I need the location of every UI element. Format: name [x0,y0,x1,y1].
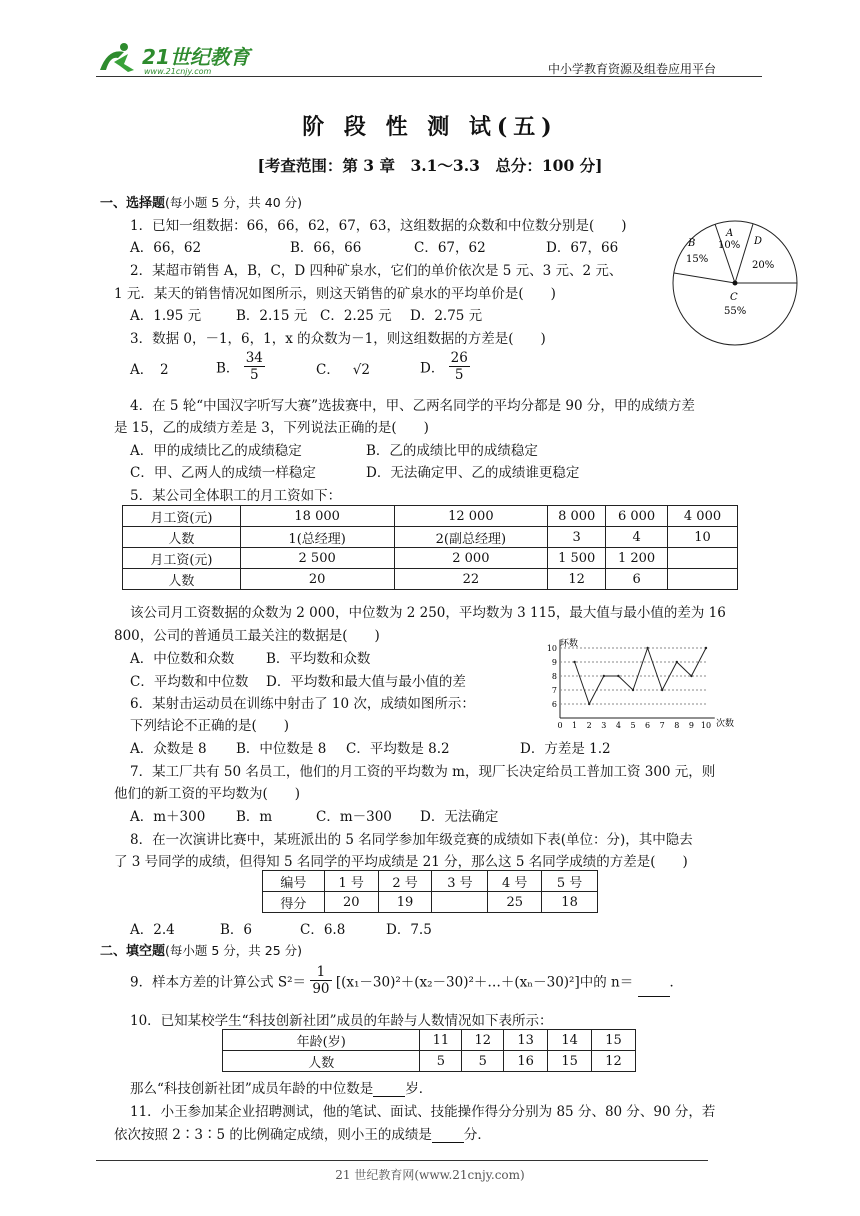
q5-after-line1: 该公司月工资数据的众数为 2 000，中位数为 2 250，平均数为 3 115，最大值与最小值的差为 16 [130,605,726,621]
q2-option-c: C．2.25 元 [320,308,392,324]
footer-divider [96,1160,708,1161]
q3-option-c: C． √2 [316,362,370,378]
x-tick-label: 2 [586,721,592,730]
table-cell: 15 [592,1030,636,1051]
table-cell: 19 [378,892,432,913]
q1-option-a: A．66，62 [130,240,202,256]
table-row [223,1051,636,1072]
table-cell: 13 [504,1030,548,1051]
q1-option-c: C．67，62 [414,240,486,256]
q5-after-line2: 800，公司的普通员工最关注的数据是( ) [114,628,380,644]
q4-option-a: A．甲的成绩比乙的成绩稳定 [130,443,302,459]
table-cell: 16 [504,1051,548,1072]
table-cell: 8 000 [548,506,606,527]
x-tick-label: 5 [630,721,636,730]
q10-stem: 10．已知某校学生“科技创新社团”成员的年龄与人数情况如下表所示： [130,1013,553,1029]
q8-stem-line1: 8．在一次演讲比赛中，某班派出的 5 名同学参加年级竞赛的成绩如下表(单位：分)，其中隐去 [130,832,693,848]
y-tick-label: 6 [551,700,557,709]
data-point [632,689,634,691]
table-cell: 20 [324,892,378,913]
pie-value-c: 55% [724,306,747,317]
table-cell: 1 500 [548,548,606,569]
table-cell: 14 [548,1030,592,1051]
q5-option-b: B．平均数和众数 [266,651,371,667]
table-cell: 12 [548,569,606,590]
scores-table [262,870,598,913]
x-tick-label: 1 [572,721,578,730]
table-cell: 6 000 [606,506,668,527]
table-cell: 得分 [263,892,325,913]
table-cell: 5 号 [542,871,598,892]
q6-stem-line2: 下列结论不正确的是( ) [130,718,290,734]
q5-option-a: A．中位数和众数 [130,651,235,667]
logo [94,40,264,78]
q5-stem: 5．某公司全体职工的月工资如下： [130,488,342,504]
pie-divider-ad [735,224,753,283]
pie-value-b: 15% [686,254,709,265]
pie-label-d: D [754,236,763,247]
table-cell: 3 号 [432,871,488,892]
q1-option-b: B．66，66 [290,240,362,256]
data-point [603,675,605,677]
q3-option-d: D． $\frac{26}{5}$ [420,350,468,383]
q4-stem-line2: 是 15，乙的成绩方差是 3，下列说法正确的是( ) [114,420,429,436]
table-cell: 5 [420,1051,462,1072]
table-cell: 2 号 [378,871,432,892]
data-point [588,703,590,705]
q1-option-d: D．67，66 [546,240,619,256]
table-cell: 6 [606,569,668,590]
page-title: 阶 段 性 测 试(五) [302,114,558,140]
section2-heading: 二、填空题(每小题 5 分，共 25 分) [100,943,303,959]
table-cell: 12 [462,1030,504,1051]
table-cell: 编号 [263,871,325,892]
q10-question: 那么“科技创新社团”成员年龄的中位数是 岁． [130,1081,433,1097]
q4-option-c: C．甲、乙两人的成绩一样稳定 [130,465,316,481]
pie-label-c: C [730,292,738,303]
q8-option-b: B．6 [220,922,253,938]
q2-option-d: D．2.75 元 [410,308,483,324]
table-cell: 月工资(元) [123,506,241,527]
q8-option-c: C．6.8 [300,922,346,938]
q11-answer-blank[interactable] [432,1128,464,1143]
q6-stem-line1: 6．某射击运动员在训练中射击了 10 次，成绩如图所示： [130,696,475,712]
q5-option-d: D．平均数和最大值与最小值的差 [266,674,466,690]
pie-divider-bc [674,273,735,283]
x-tick-label: 8 [674,721,680,730]
table-cell: 2 500 [240,548,394,569]
footer-text: 21 世纪教育网(www.21cnjy.com) [335,1168,525,1182]
q8-option-a: A．2.4 [130,922,175,938]
pie-chart [670,220,800,350]
q6-option-d: D．方差是 1.2 [520,741,611,757]
x-tick-label: 7 [659,721,665,730]
chart-ylabel: 环数 [560,639,579,649]
table-cell: 5 [462,1051,504,1072]
table-cell: 1(总经理) [240,527,394,548]
table-row [123,527,738,548]
y-tick-label: 9 [551,658,557,667]
q7-option-c: C．m－300 [316,809,392,825]
q3-b-numerator: 34 [245,350,263,366]
y-tick-label: 8 [551,672,557,681]
data-point [617,675,619,677]
q3-d-denominator: 5 [454,367,464,383]
q3-option-b: B． $\frac{34}{5}$ [216,350,263,383]
q9-formula: 9．样本方差的计算公式 S²＝ $\frac{1}{90}$ [(x₁－30)²＋(x₂－30)²＋…＋(xₙ－30)²]中的 n＝ ． [130,964,684,997]
q8-stem-line2: 了 3 号同学的成绩，但得知 5 名同学的平均成绩是 21 分，那么这 5 名同学成绩的方差是( ) [114,854,688,870]
table-cell: 4 号 [488,871,542,892]
x-tick-label: 4 [615,721,621,730]
q3-b-denominator: 5 [250,367,259,383]
data-point [573,661,575,663]
table-cell: 4 [606,527,668,548]
q3-option-a: A． 2 [130,362,169,378]
table-cell: 人数 [123,527,241,548]
header-divider [96,76,762,77]
table-cell [668,569,738,590]
table-cell: 15 [548,1051,592,1072]
table-row [123,548,738,569]
q7-option-d: D．无法确定 [420,809,499,825]
x-tick-label: 6 [645,721,651,730]
q1-stem: 1．已知一组数据：66，66，62，67，63，这组数据的众数和中位数分别是( ) [130,218,627,234]
table-cell: 11 [420,1030,462,1051]
q11-stem-line1: 11．小王参加某企业招聘测试，他的笔试、面试、技能操作得分分别为 85 分、80 分、90 分，若 [130,1104,716,1120]
table-cell: 4 000 [668,506,738,527]
table-cell: 人数 [123,569,241,590]
y-tick-label: 7 [551,686,557,695]
table-cell: 月工资(元) [123,548,241,569]
q2-stem-line2: 1 元．某天的销售情况如图所示，则这天销售的矿泉水的平均单价是( ) [114,286,556,302]
q3-stem: 3．数据 0，－1，6，1，x 的众数为－1，则这组数据的方差是( ) [130,331,546,347]
shooting-line-chart [530,636,740,732]
table-row [123,569,738,590]
data-point [676,661,678,663]
q3-d-numerator: 26 [450,350,468,366]
x-tick-label: 0 [557,721,563,730]
table-row [223,1030,636,1051]
x-tick-label: 9 [688,721,694,730]
age-table [222,1029,636,1072]
q6-option-b: B．中位数是 8 [236,741,327,757]
table-cell: 1 200 [606,548,668,569]
table-cell: 22 [394,569,548,590]
table-cell: 12 000 [394,506,548,527]
q6-option-a: A．众数是 8 [130,741,207,757]
table-cell: 2 000 [394,548,548,569]
data-point [661,689,663,691]
table-cell: 18 [542,892,598,913]
platform-name: 中小学教育资源及组卷应用平台 [548,62,717,76]
table-cell: 25 [488,892,542,913]
table-row [263,892,598,913]
q8-option-d: D．7.5 [386,922,432,938]
q11-stem-line2: 依次按照 2∶3∶5 的比例确定成绩，则小王的成绩是 分． [114,1127,491,1143]
table-cell: 20 [240,569,394,590]
table-cell: 12 [592,1051,636,1072]
pie-label-a: A [726,228,734,239]
data-point [646,647,648,649]
table-cell: 年龄(岁) [223,1030,420,1051]
y-tick-label: 10 [546,644,557,653]
q7-option-b: B．m [236,809,273,825]
table-cell: 人数 [223,1051,420,1072]
pie-label-b: B [688,238,696,249]
section1-heading: 一、选择题(每小题 5 分，共 40 分) [100,195,303,211]
table-cell: 2(副总经理) [394,527,548,548]
q2-stem-line1: 2．某超市销售 A，B，C，D 四种矿泉水，它们的单价依次是 5 元、3 元、2 元、 [130,263,623,279]
chart-xlabel: 次数 [716,719,735,729]
table-cell [668,548,738,569]
q4-stem-line1: 4．在 5 轮“中国汉字听写大赛”选拔赛中，甲、乙两名同学的平均分都是 90 分，甲的成绩方差 [130,398,695,414]
data-point [690,675,692,677]
q6-option-c: C．平均数是 8.2 [346,741,450,757]
x-tick-label: 3 [601,721,607,730]
logo-url: www.21cnjy.com [144,67,212,76]
salary-table [122,505,738,590]
q4-option-d: D．无法确定甲、乙的成绩谁更稳定 [366,465,580,481]
table-row [123,506,738,527]
q2-option-a: A．1.95 元 [130,308,202,324]
q7-stem-line1: 7．某工厂共有 50 名员工，他们的月工资的平均数为 m，现厂长决定给员工普加工资 300 元，则 [130,764,716,780]
table-cell: 3 [548,527,606,548]
pie-value-d: 20% [752,260,775,271]
q9-answer-blank[interactable] [638,982,670,997]
table-cell [432,892,488,913]
q9-numerator: 1 [310,964,331,981]
q9-denominator: 90 [312,981,330,997]
q2-option-b: B．2.15 元 [236,308,308,324]
logo-text: 21世纪教育 [142,45,250,69]
pie-value-a: 10% [718,240,741,251]
q7-option-a: A．m＋300 [130,809,206,825]
page-subtitle: [考查范围：第 3 章 3.1～3.3 总分：100 分] [257,156,603,175]
q4-option-b: B．乙的成绩比甲的成绩稳定 [366,443,538,459]
table-row [263,871,598,892]
table-cell: 10 [668,527,738,548]
x-tick-label: 10 [700,721,712,730]
table-cell: 1 号 [324,871,378,892]
q5-option-c: C．平均数和中位数 [130,674,249,690]
data-point [705,647,707,649]
q7-stem-line2: 他们的新工资的平均数为( ) [114,786,301,802]
table-cell: 18 000 [240,506,394,527]
q10-answer-blank[interactable] [373,1082,405,1097]
